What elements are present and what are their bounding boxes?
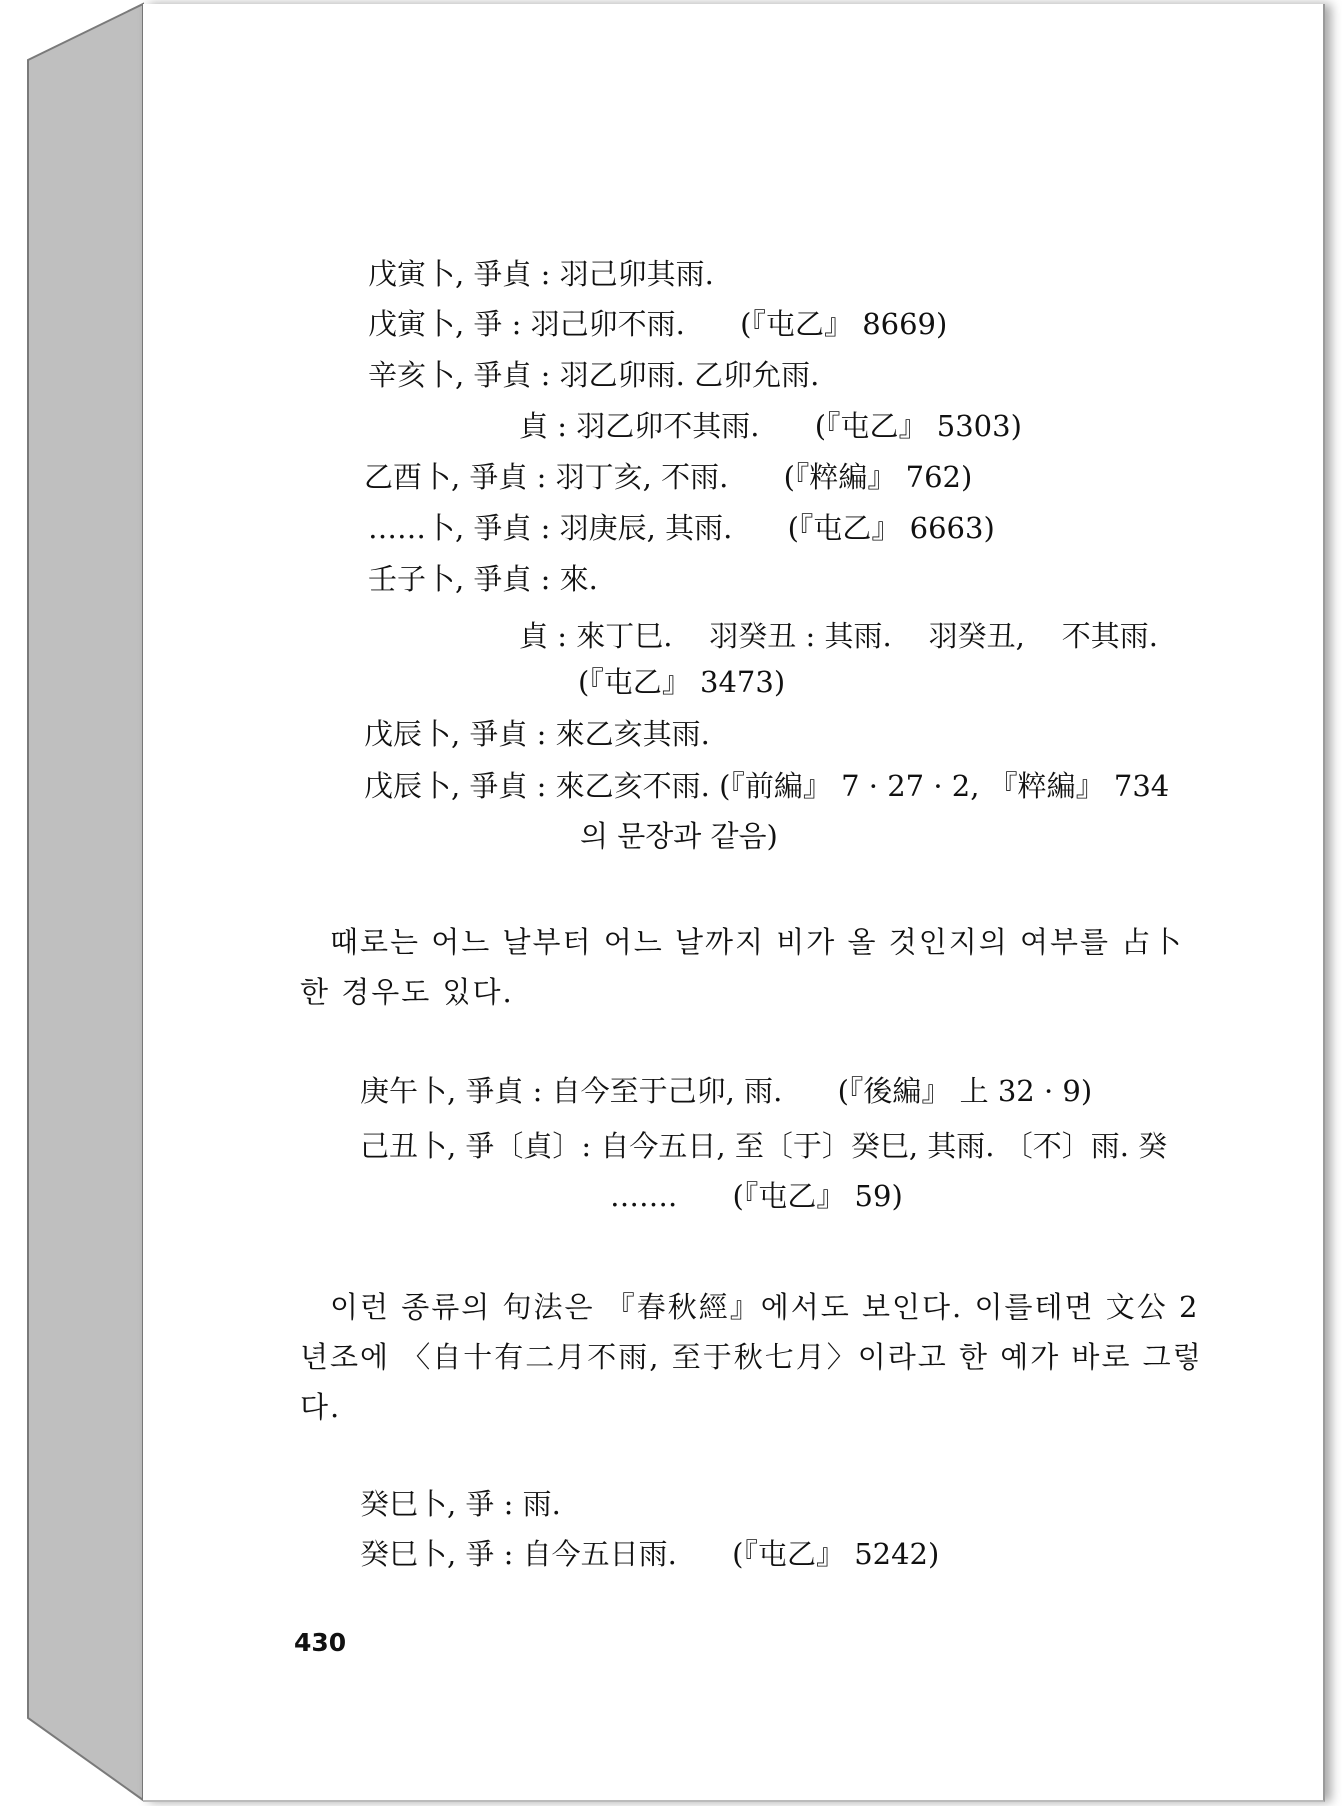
page-number: 430	[294, 1628, 347, 1657]
book-page	[143, 4, 1325, 1802]
oracle-line: 貞 : 羽乙卯不其雨. (『屯乙』 5303)	[519, 409, 1022, 443]
oracle-line: 戊辰卜, 爭貞 : 來乙亥不雨. (『前編』 7 · 27 · 2, 『粹編』 734	[364, 769, 1170, 803]
oracle-line: 壬子卜, 爭貞 : 來.	[368, 562, 598, 596]
oracle-line: (『屯乙』 3473)	[578, 665, 786, 699]
oracle-line: ……卜, 爭貞 : 羽庚辰, 其雨. (『屯乙』 6663)	[368, 511, 995, 545]
oracle-line: 戊寅卜, 爭 : 羽己卯不雨. (『屯乙』 8669)	[368, 307, 948, 341]
oracle-line: 癸巳卜, 爭 : 自今五日雨. (『屯乙』 5242)	[360, 1537, 940, 1571]
body-paragraph: 이런 종류의 句法은 『春秋經』에서도 보인다. 이를테면 文公 2년조에 〈自十有二月不雨, 至于秋七月〉이라고 한 예가 바로 그렇다.	[300, 1290, 1203, 1424]
oracle-line: 의 문장과 같음)	[580, 819, 778, 853]
oracle-line: 癸巳卜, 爭 : 雨.	[360, 1487, 561, 1521]
oracle-line: ……. (『屯乙』 59)	[610, 1179, 903, 1213]
body-paragraph: 때로는 어느 날부터 어느 날까지 비가 올 것인지의 여부를 占卜한 경우도 있다.	[300, 925, 1184, 1009]
oracle-line: 貞 : 來丁巳. 羽癸丑 : 其雨. 羽癸丑, 不其雨.	[519, 619, 1158, 653]
oracle-line: 庚午卜, 爭貞 : 自今至于己卯, 雨. (『後編』 上 32 · 9)	[360, 1074, 1093, 1108]
oracle-line: 辛亥卜, 爭貞 : 羽乙卯雨. 乙卯允雨.	[368, 358, 820, 392]
oracle-line: 乙酉卜, 爭貞 : 羽丁亥, 不雨. (『粹編』 762)	[364, 460, 973, 494]
oracle-line: 戊辰卜, 爭貞 : 來乙亥其雨.	[364, 717, 710, 751]
oracle-line: 己丑卜, 爭〔貞〕: 自今五日, 至〔于〕癸巳, 其雨. 〔不〕雨. 癸	[360, 1129, 1168, 1163]
oracle-line: 戊寅卜, 爭貞 : 羽己卯其雨.	[368, 257, 714, 291]
